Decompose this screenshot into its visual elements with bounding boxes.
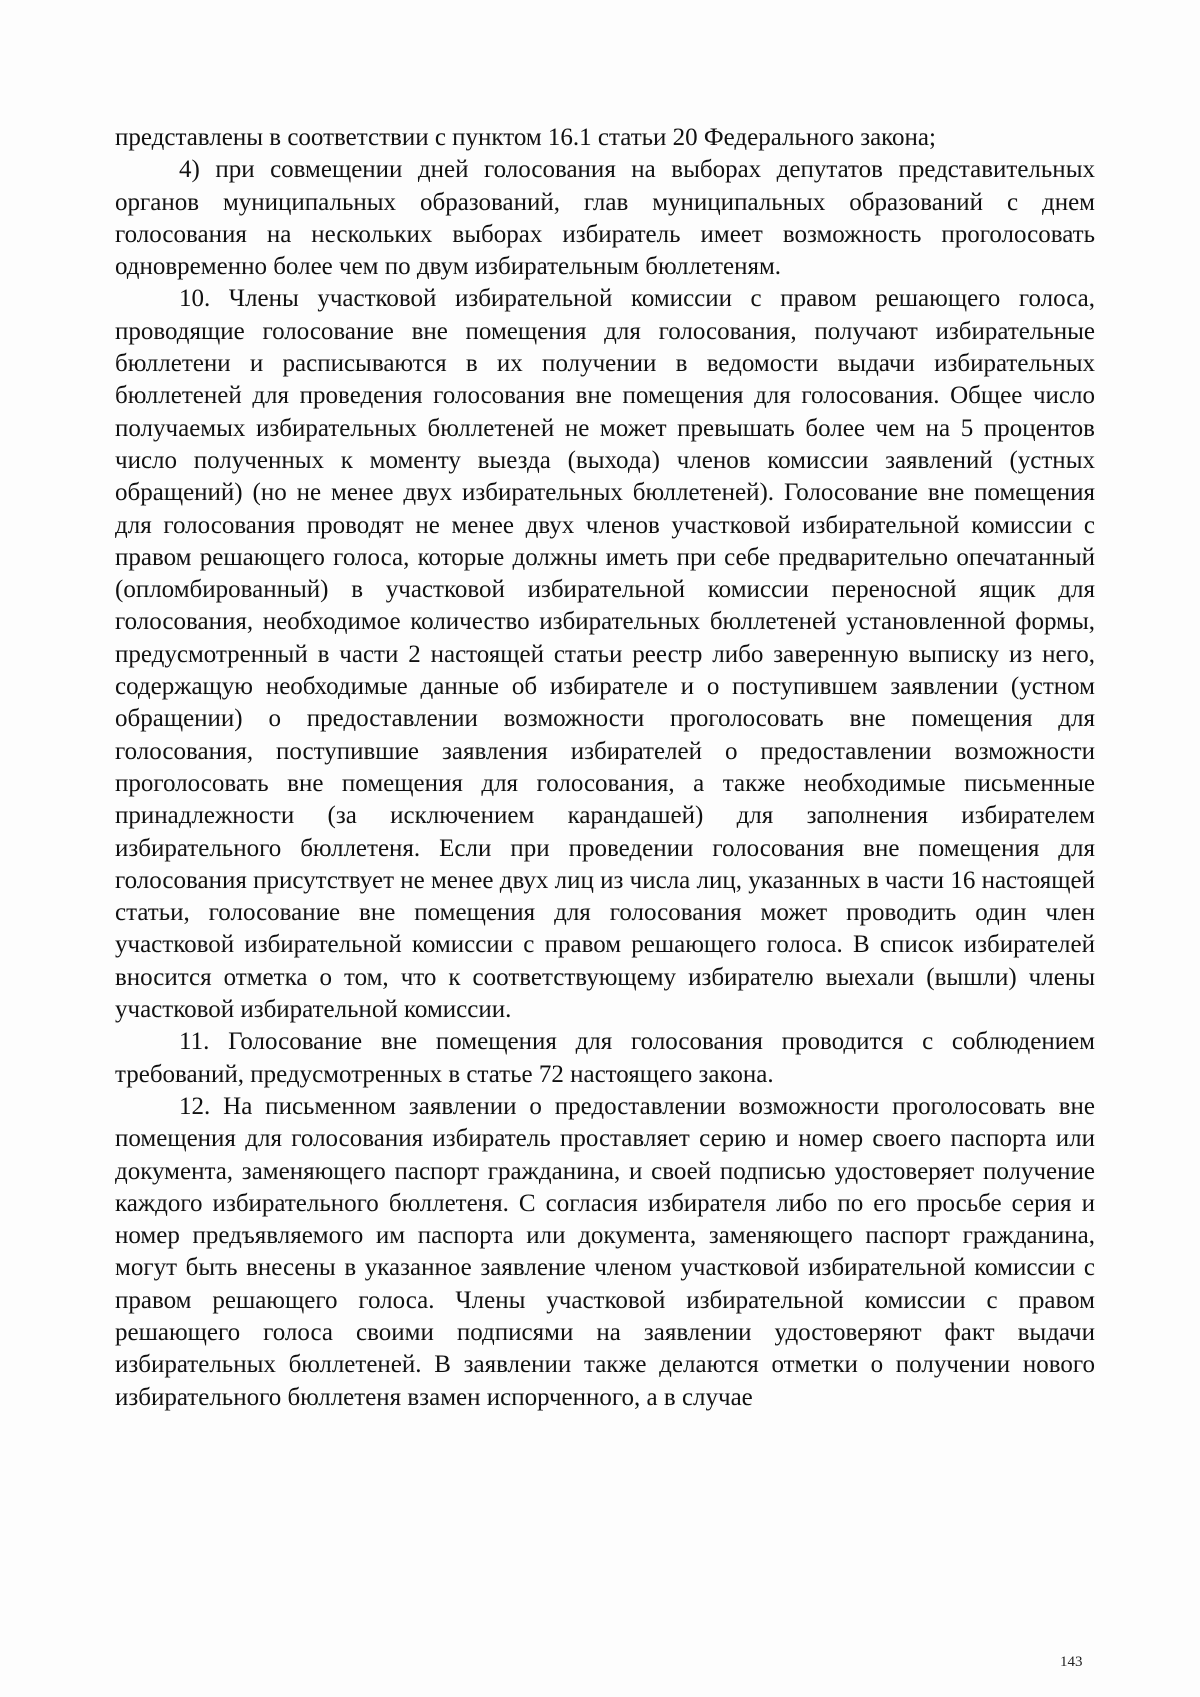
paragraph-item-4: 4) при совмещении дней голосования на выборах депутатов представительных органов муниципальных образований, глав муниципальных образований с днем голосования на нескольких выборах избиратель имеет возможность проголосовать одновременно более чем по двум избирательным бюллетеням.: [115, 156, 1095, 281]
paragraph-section-11: 11. Голосование вне помещения для голосования проводится с соблюдением требований, предусмотренных в статье 72 настоящего закона.: [115, 1028, 1095, 1088]
paragraph-section-10: 10. Члены участковой избирательной комиссии с правом решающего голоса, проводящие голосование вне помещения для голосования, получают избирательные бюллетени и расписываются в их получении в ведомости выдачи избирательных бюллетеней для проведения голосования вне помещения для голосования. Общее число получаемых избирательных бюллетеней не может превышать более чем на 5 процентов число полученных к моменту выезда (выхода) членов комиссии заявлений (устных обращений) (но не менее двух избирательных бюллетеней). Голосование вне помещения для голосования проводят не менее двух членов участковой избирательной комиссии с правом решающего голоса, которые должны иметь при себе предварительно опечатанный (опломбированный) в участковой избирательной комиссии переносной ящик для голосования, необходимое количество избирательных бюллетеней установленной формы, предусмотренный в части 2 настоящей статьи реестр либо заверенную выписку из него, содержащую необходимые данные об избирателе и о поступившем заявлении (устном обращении) о предоставлении возможности проголосовать вне помещения для голосования, поступившие заявления избирателей о предоставлении возможности проголосовать вне помещения для голосования, а также необходимые письменные принадлежности (за исключением карандашей) для заполнения избирателем избирательного бюллетеня. Если при проведении голосования вне помещения для голосования присутствует не менее двух лиц из числа лиц, указанных в части 16 настоящей статьи, голосование вне помещения для голосования может проводить один член участковой избирательной комиссии с правом решающего голоса. В список избирателей вносится отметка о том, что к соответствующему избирателю выехали (вышли) члены участковой избирательной комиссии.: [115, 285, 1095, 1024]
paragraph-section-12: 12. На письменном заявлении о предоставлении возможности проголосовать вне помещения для голосования избиратель проставляет серию и номер своего паспорта или документа, заменяющего паспорт гражданина, и своей подписью удостоверяет получение каждого избирательного бюллетеня. С согласия избирателя либо по его просьбе серия и номер предъявляемого им паспорта или документа, заменяющего паспорт гражданина, могут быть внесены в указанное заявление членом участковой избирательной комиссии с правом решающего голоса. Члены участковой избирательной комиссии с правом решающего голоса своими подписями на заявлении удостоверяют факт выдачи избирательных бюллетеней. В заявлении также делаются отметки о получении нового избирательного бюллетеня взамен испорченного, а в случае: [115, 1092, 1095, 1411]
page-number: 143: [1060, 1654, 1083, 1670]
paragraph-continuation: представлены в соответствии с пунктом 16.1 статьи 20 Федерального закона;: [115, 124, 936, 151]
document-body: [115, 122, 1095, 1414]
